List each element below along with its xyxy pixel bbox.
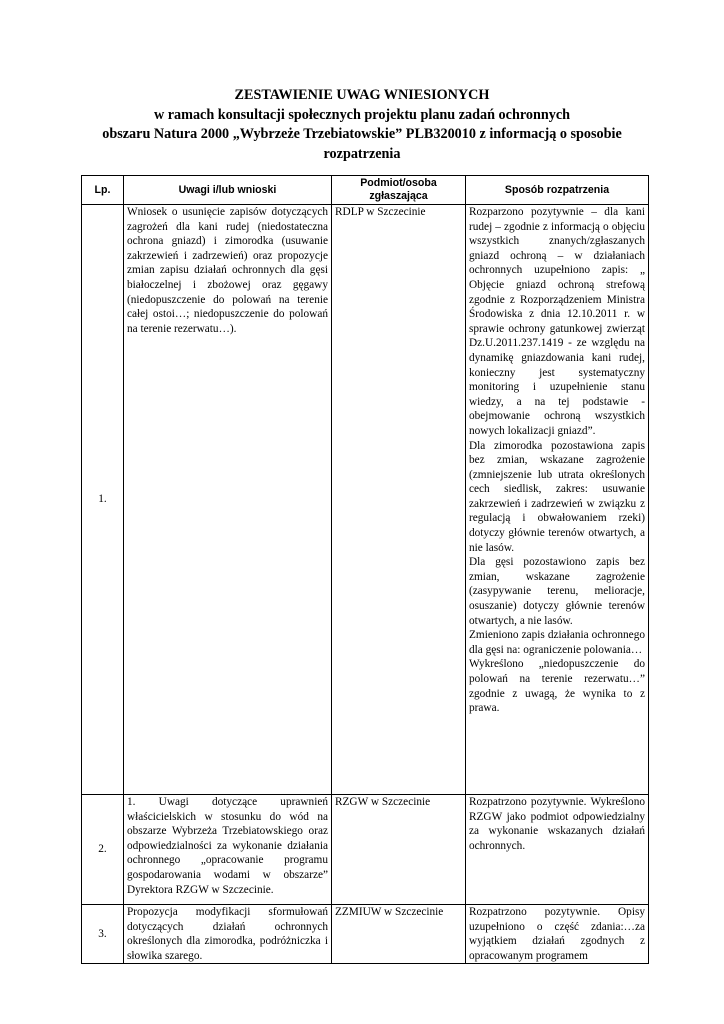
resolution-paragraph: Wykreślono „niedopuszczenie do polowań na terenie rezerwatu…” zgodnie z uwagą, że wynika to z prawa.	[469, 658, 645, 715]
title-line-3: obszaru Natura 2000 „Wybrzeże Trzebiatowskie” PLB320010 z informacją o sposobie	[102, 126, 622, 142]
row-lp: 1.	[82, 205, 124, 795]
row-entity: ZZMIUW w Szczecinie	[332, 905, 466, 964]
remarks-table	[81, 175, 649, 964]
title-line-4: rozpatrzenia	[323, 145, 401, 162]
row-entity: RZGW w Szczecinie	[332, 795, 466, 905]
row-lp: 3.	[82, 905, 124, 964]
table-row	[82, 205, 649, 795]
row-resolution: Rozpatrzono pozytywnie. Wykreślono RZGW jako podmiot odpowiedzialny za wykonanie wskazanych działań ochronnych.	[466, 795, 649, 905]
row-remarks: Propozycja modyfikacji sformułowań dotyczących działań ochronnych określonych dla zimorodka, podróżniczka i słowika szarego.	[124, 905, 332, 964]
document-title	[60, 86, 664, 164]
row-remarks: Wniosek o usunięcie zapisów dotyczących zagrożeń dla kani rudej (niedostateczna ochrona gniazd) i zimorodka (usuwanie zakrzewień i zadrzewień) oraz propozycje zmian zapisu działań ochronnych dla gęsi białoczelnej i zbożowej oraz gęgawy (niedopuszczenie do polowań na terenie całej ostoi…; niedopuszczenie do polowań na terenie rezerwatu…).	[124, 205, 332, 795]
resolution-paragraph: Rozparzono pozytywnie – dla kani rudej – zgodnie z informacją o objęciu wszystkich znanych/zgłaszanych gniazd ochroną – w działaniach ochronnych uzupełniono zapis: „ Objęcie gniazd ochroną strefową zgodnie z Rozporządzeniem Ministra Środowiska z dnia 12.10.2011 r. w sprawie ochrony gatunkowej zwierząt Dz.U.2011.237.1419 - ze względu na dynamikę gniazdowania kani rudej, konieczny jest systematyczny monitoring i uzupełnienie stanu wiedzy, a na tej podstawie - obejmowanie ochroną wszystkich nowych lokalizacji gniazd”.	[469, 206, 645, 437]
row-lp: 2.	[82, 795, 124, 905]
header-resolution: Sposób rozpatrzenia	[466, 176, 649, 205]
header-remarks: Uwagi i/lub wnioski	[124, 176, 332, 205]
row-entity: RDLP w Szczecinie	[332, 205, 466, 795]
row-resolution	[466, 205, 649, 795]
resolution-paragraph: Dla zimorodka pozostawiona zapis bez zmian, wskazane zagrożenie (zmniejszenie lub utrata określonych cech siedlisk, zakres: usuwanie zakrzewień i zadrzewień w związku z regulacją i obwałowaniem rzeki) dotyczy głównie terenów otwartych, a nie lasów.	[469, 439, 645, 554]
table-header-row	[82, 176, 649, 205]
title-line-1: ZESTAWIENIE UWAG WNIESIONYCH	[234, 87, 490, 103]
row-resolution: Rozpatrzono pozytywnie. Opisy uzupełniono o część zdania:…za wyjątkiem działań zgodnych z opracowanym programem	[466, 905, 649, 964]
header-entity: Podmiot/osoba zgłaszająca	[332, 176, 466, 205]
table-row	[82, 905, 649, 964]
title-line-2: w ramach konsultacji społecznych projektu planu zadań ochronnych	[153, 106, 571, 123]
resolution-paragraph: Zmieniono zapis działania ochronnego dla gęsi na: ograniczenie polowania…	[469, 629, 645, 656]
table-row	[82, 795, 649, 905]
resolution-paragraph: Dla gęsi pozostawiono zapis bez zmian, wskazane zagrożenie (zasypywanie terenu, melioracje, osuszanie) dotyczy głównie terenów otwartych, a nie lasów.	[469, 556, 645, 627]
header-lp: Lp.	[82, 176, 124, 205]
row-remarks: 1. Uwagi dotyczące uprawnień właścicielskich w stosunku do wód na obszarze Wybrzeża Trzebiatowskiego oraz odpowiedzialności za wykonanie działania ochronnego „opracowanie programu gospodarowania wodami w obszarze” Dyrektora RZGW w Szczecinie.	[124, 795, 332, 905]
